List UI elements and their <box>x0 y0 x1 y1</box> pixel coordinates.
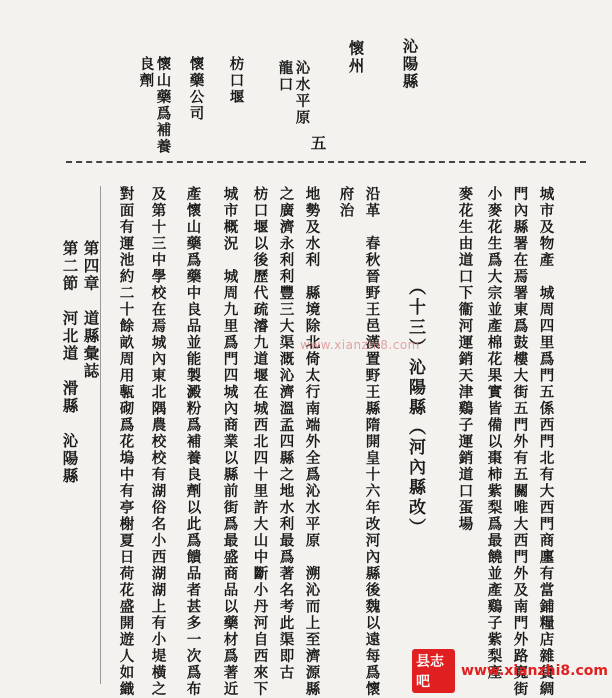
body-col-2: 門內縣署在焉署東爲鼓樓大街五門外有五關唯大西門外及南門外路寬街 <box>511 186 529 698</box>
body-col-4: 麥花生由道口下衞河運銷天津鷄子運銷道口蛋場 <box>456 186 474 533</box>
top-note-longkou: 龍口 <box>276 60 294 93</box>
body-col-13: 對面有運池約二十餘畝周用甎砌爲花塢中有亭榭夏日荷花盛開遊人如織 <box>117 186 135 698</box>
body-col-3: 小麥花生爲大宗並產棉花果實皆備以棗柿紫梨爲最饒並產鷄子紫梨產 <box>485 186 503 681</box>
body-col-7: 地勢及水利 縣境除北倚太行南端外全爲沁水平原 溯沁而上至濟源縣 <box>303 186 321 698</box>
body-col-6: 府治 <box>337 186 355 219</box>
top-note-prefecture: 懷州 <box>346 40 366 75</box>
body-col-12: 及第十三中學校在焉城內東北隅農校校有湖俗名小西湖湖上有小堤橫之 <box>149 186 167 698</box>
logo-badge: 县志吧 <box>412 649 455 693</box>
footer-chapter: 第四章 道縣彙誌 <box>81 240 101 380</box>
footer-section: 第二節 河北道 滑縣 沁陽縣 <box>60 240 80 485</box>
top-note-fangkou: 枋口堰 <box>227 56 245 106</box>
body-col-8: 之廣濟永利利豐三大渠溉沁濟溫孟四縣之地水利最爲著名考此渠即古 <box>277 186 295 681</box>
body-col-5: 沿革 春秋晉野王邑漢置野王縣隋開皇十六年改河內縣後魏以遠每爲懷 <box>363 186 381 698</box>
top-note-yam: 懷山藥爲補養 <box>154 56 172 155</box>
body-col-9: 枋口堰以後歷代疏濬九道堰在城西北四十里許大山中斷小丹河自西來下 <box>251 186 269 698</box>
header-rule <box>66 161 586 163</box>
body-col-11: 產懷山藥爲藥中良品並能製澱粉爲補養良劑以此爲饋品者甚多一次爲布 <box>184 186 202 698</box>
top-note-remedy: 良劑 <box>137 56 155 89</box>
logo-url: www.xianzhi8.com <box>461 663 608 679</box>
top-note-page-num: 五 <box>308 135 328 153</box>
top-note-county: 沁陽縣 <box>400 38 420 91</box>
body-col-1: 城市及物產 城周四里爲門五係西門北有大西門商廛有當鋪糧店雜貨綢 <box>537 186 555 698</box>
body-col-10: 城市概況 城周九里爲門四城內商業以縣前街爲最盛商品以藥材爲著近 <box>221 186 239 698</box>
top-note-company: 懷藥公司 <box>187 56 205 122</box>
site-logo[interactable] <box>412 654 608 690</box>
top-note-plain: 沁水平原 <box>293 60 311 126</box>
section-heading: （十三）沁陽縣（河內縣改） <box>405 278 425 538</box>
watermark-text: www.xianzhi8.com <box>300 338 420 352</box>
